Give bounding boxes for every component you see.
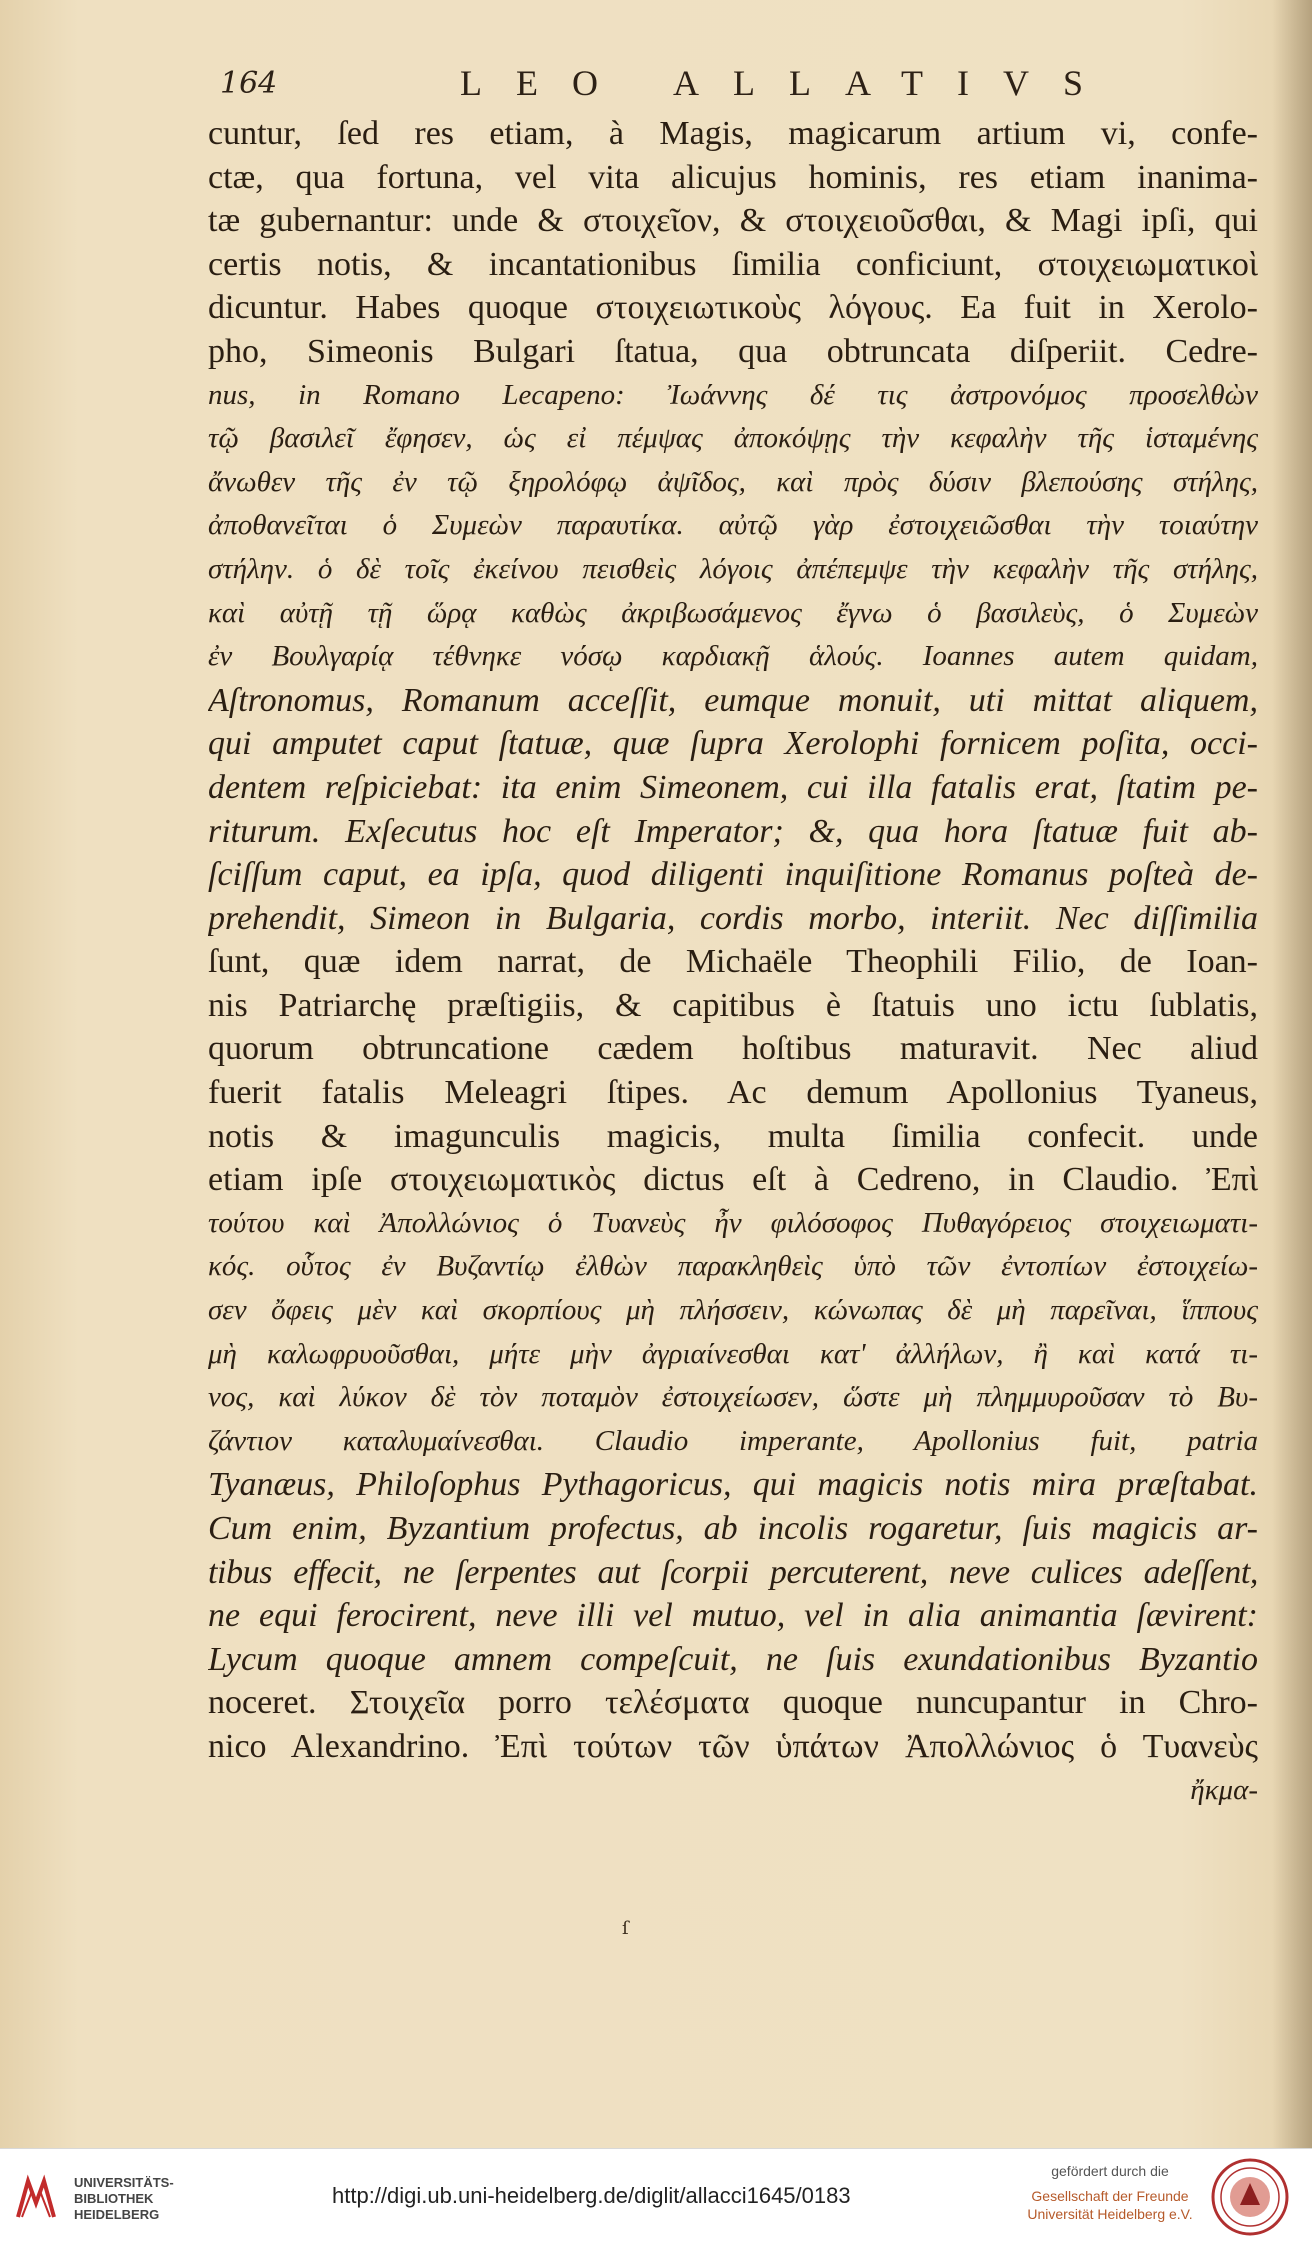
text-line: ἐν Βουλγαρίᾳ τέθνηκε νόσῳ καρδιακῇ ἁλούς. Ioannes autem quidam, xyxy=(208,640,1258,673)
text-line: notis & imagunculis magicis, multa ſimilia confecit. unde xyxy=(208,1117,1258,1155)
text-line: ſciſſum caput, ea ipſa, quod diligenti inquiſitione Romanus poſteà de- xyxy=(208,856,1258,894)
text-line: σεν ὄφεις μὲν καὶ σκορπίους μὴ πλήσσειν, κώνωπας δὲ μὴ παρεῖναι, ἵππους xyxy=(208,1294,1258,1327)
page-fold-shadow xyxy=(1272,0,1312,2148)
text-line: τῷ βασιλεῖ ἔφησεν, ὡς εἰ πέμψας ἀποκόψῃς τὴν κεφαλὴν τῆς ἱσταμένης xyxy=(208,422,1258,455)
page-number: 164 xyxy=(220,66,278,101)
text-line: certis notis, & incantationibus ſimilia conficiunt, στοιχειωματικοὶ xyxy=(208,245,1258,283)
text-line: cuntur, ſed res etiam, à Magis, magicarum artium vi, confe- xyxy=(208,115,1258,152)
text-line: dentem reſpiciebat: ita enim Simeonem, cui illa fatalis erat, ſtatim pe- xyxy=(208,768,1258,806)
text-line: nis Patriarchę præſtigiis, & capitibus è ſtatuis uno ictu ſublatis, xyxy=(208,986,1258,1024)
text-line: tibus effecit, ne ſerpentes aut ſcorpii percuterent, neve culices adeſſent, xyxy=(208,1553,1258,1591)
text-line: ctæ, qua fortuna, vel vita alicujus hominis, res etiam inanima- xyxy=(208,158,1258,196)
text-line: μὴ καλωφρυοῦσθαι, μήτε μὴν ἀγριαίνεσθαι κατ' ἀλλήλων, ἢ καὶ κατά τι- xyxy=(208,1337,1258,1370)
page-header xyxy=(220,62,1120,112)
university-seal-icon xyxy=(1210,2157,1290,2237)
signature-mark: ſ xyxy=(622,1918,629,1939)
sponsor-name[interactable]: Gesellschaft der Freunde Universität Heidelberg e.V. xyxy=(1027,2188,1193,2222)
text-line: pho, Simeonis Bulgari ſtatua, qua obtruncata diſperiit. Cedre- xyxy=(208,332,1258,370)
funding-label: gefördert durch die xyxy=(1051,2163,1169,2179)
text-line: dicuntur. Habes quoque στοιχειωτικοὺς λόγους. Ea fuit in Xerolo- xyxy=(208,289,1258,327)
text-line: etiam ipſe στοιχειωματικὸς dictus eſt à Cedreno, in Claudio. Ἐπὶ xyxy=(208,1161,1258,1199)
page-url-link[interactable]: http://digi.ub.uni-heidelberg.de/diglit/allacci1645/0183 xyxy=(332,2183,851,2208)
text-line: Cum enim, Byzantium profectus, ab incolis rogaretur, ſuis magicis ar- xyxy=(208,1510,1258,1547)
text-line: Lycum quoque amnem compeſcuit, ne ſuis exundationibus Byzantio xyxy=(208,1640,1258,1678)
text-line: ſunt, quæ idem narrat, de Michaële Theophili Filio, de Ioan- xyxy=(208,943,1258,981)
library-logo-icon xyxy=(14,2173,58,2223)
text-line: τούτου καὶ Ἀπολλώνιος ὁ Τυανεὺς ἦν φιλόσοφος Πυθαγόρειος στοιχειωματι- xyxy=(208,1206,1258,1239)
text-line: ἄνωθεν τῆς ἐν τῷ ξηρολόφῳ ἀψῖδος, καὶ πρὸς δύσιν βλεπούσης στήλης, xyxy=(208,465,1258,498)
text-line: καὶ αὐτῇ τῇ ὥρᾳ καθὼς ἀκριβωσάμενος ἔγνω ὁ βασιλεὺς, ὁ Συμεὼν xyxy=(208,596,1258,629)
text-line: στήλην. ὁ δὲ τοῖς ἐκείνου πεισθεὶς λόγοις ἀπέπεμψε τὴν κεφαλὴν τῆς στήλης, xyxy=(208,552,1258,585)
running-head: LEO ALLATIVS xyxy=(460,63,1117,103)
library-name: UNIVERSITÄTS- BIBLIOTHEK HEIDELBERG xyxy=(74,2175,174,2222)
text-line: ἀποθανεῖται ὁ Συμεὼν παραυτίκα. αὐτῷ γὰρ ἐστοιχειῶσθαι τὴν τοιαύτην xyxy=(208,509,1258,542)
text-line: Tyanæus, Philoſophus Pythagoricus, qui magicis notis mira præſtabat. xyxy=(208,1466,1258,1504)
text-line: prehendit, Simeon in Bulgaria, cordis morbo, interiit. Nec diſſimilia xyxy=(208,899,1258,937)
text-line: noceret. Στοιχεῖα porro τελέσματα quoque nuncupantur in Chro- xyxy=(208,1684,1258,1722)
viewer-footer xyxy=(0,2148,1312,2243)
text-line: fuerit fatalis Meleagri ſtipes. Ac demum Apollonius Tyaneus, xyxy=(208,1074,1258,1112)
text-line: ne equi ferocirent, neve illi vel mutuo, vel in alia animantia ſævirent: xyxy=(208,1597,1258,1635)
text-line: tæ gubernantur: unde & στοιχεῖον, & στοιχειοῦσθαι, & Magi ipſi, qui xyxy=(208,202,1258,240)
text-line: nus, in Romano Lecapeno: Ἰωάννης δέ τις ἀστρονόμος προσελθὼν xyxy=(208,378,1258,411)
funding-credit xyxy=(1010,2163,1210,2223)
text-line: ζάντιον καταλυμαίνεσθαι. Claudio imperante, Apollonius fuit, patria xyxy=(208,1424,1258,1457)
text-line: νος, καὶ λύκον δὲ τὸν ποταμὸν ἐστοιχείωσεν, ὥστε μὴ πλημμυροῦσαν τὸ Βυ- xyxy=(208,1381,1258,1414)
library-logo[interactable] xyxy=(14,2167,174,2229)
text-line: Aſtronomus, Romanum acceſſit, eumque monuit, uti mittat aliquem, xyxy=(208,681,1258,719)
catchword: ἤκμα- xyxy=(1190,1773,1258,1806)
text-line: nico Alexandrino. Ἐπὶ τούτων τῶν ὑπάτων Ἀπολλώνιος ὁ Τυανεὺς xyxy=(208,1727,1258,1765)
text-line: riturum. Exſecutus hoc eſt Imperator; &, qua hora ſtatuæ fuit ab- xyxy=(208,812,1258,850)
body-text xyxy=(208,112,1258,1812)
text-line: qui amputet caput ſtatuæ, quæ ſupra Xerolophi fornicem poſita, occi- xyxy=(208,725,1258,763)
text-line: quorum obtruncatione cædem hoſtibus maturavit. Nec aliud xyxy=(208,1030,1258,1068)
text-line: κός. οὗτος ἐν Βυζαντίῳ ἐλθὼν παρακληθεὶς ὑπὸ τῶν ἐντοπίων ἐστοιχείω- xyxy=(208,1250,1258,1283)
